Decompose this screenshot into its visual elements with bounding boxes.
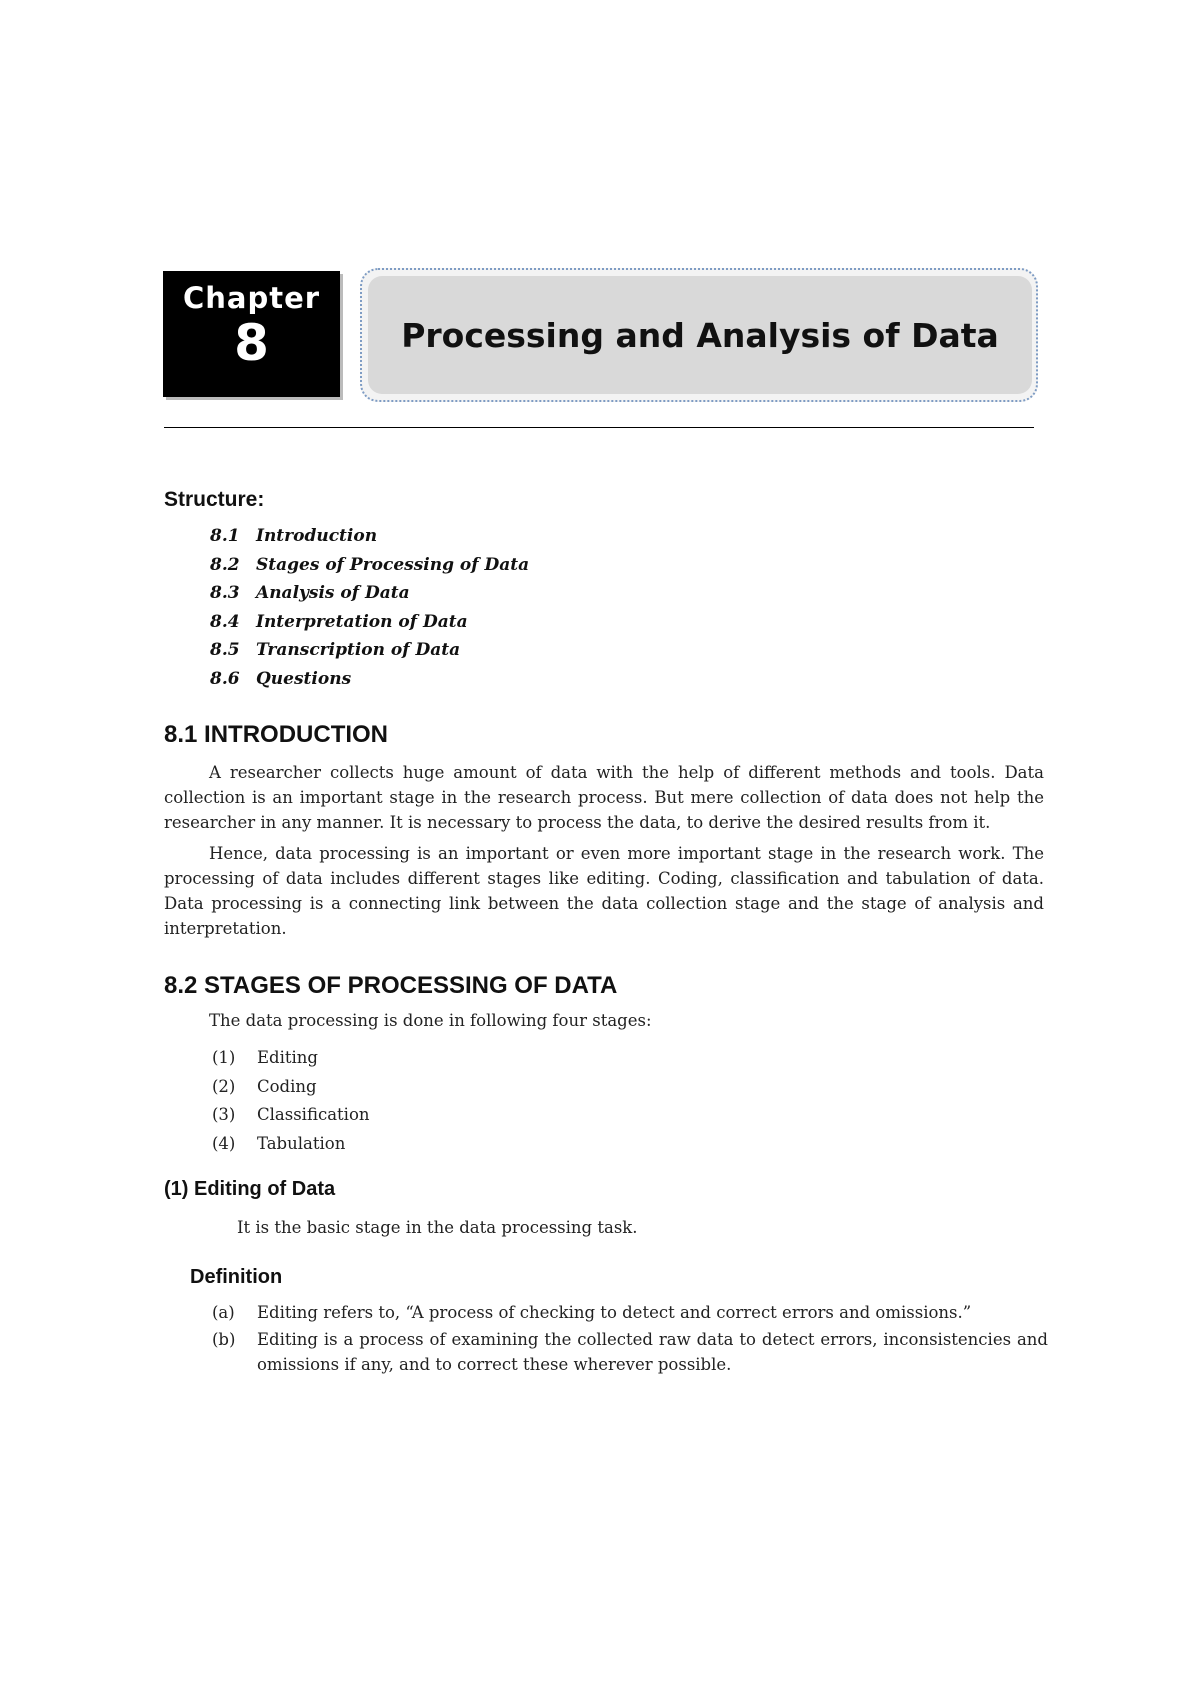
structure-item-number: 8.1 (210, 526, 240, 546)
structure-item (210, 522, 529, 551)
definition-item-text: Editing is a process of examining the collected raw data to detect errors, inconsistencies and omissions if any, and to correct these wherever possible. (257, 1330, 1048, 1374)
structure-item (210, 636, 529, 665)
stage-item-number: (3) (212, 1105, 236, 1124)
header-divider (164, 427, 1034, 428)
chapter-number: 8 (234, 314, 269, 372)
structure-item-number: 8.5 (210, 640, 240, 660)
structure-item-text: Stages of Processing of Data (256, 554, 530, 575)
definition-heading: Definition (190, 1266, 283, 1288)
stages-heading: 8.2 STAGES OF PROCESSING OF DATA (164, 972, 618, 999)
structure-item-text: Interpretation of Data (256, 611, 468, 632)
structure-item (210, 665, 529, 694)
stage-item-number: (4) (212, 1133, 236, 1153)
definition-item (212, 1300, 1048, 1325)
stage-item-text: Editing (257, 1048, 318, 1067)
stage-item-text: Tabulation (257, 1133, 346, 1153)
editing-text: It is the basic stage in the data processing task. (237, 1218, 638, 1237)
structure-item-number: 8.3 (210, 583, 240, 603)
chapter-label: Chapter (182, 281, 321, 315)
structure-item-text: Questions (256, 668, 352, 689)
stage-item-text: Coding (257, 1076, 317, 1096)
structure-list (210, 522, 529, 693)
stage-item-number: (1) (212, 1048, 236, 1067)
structure-item (210, 551, 529, 580)
introduction-heading: 8.1 INTRODUCTION (164, 721, 389, 748)
structure-item-text: Introduction (256, 526, 378, 546)
stages-intro: The data processing is done in following four stages: (209, 1011, 652, 1030)
chapter-title: Processing and Analysis of Data (401, 315, 999, 355)
editing-heading: (1) Editing of Data (164, 1178, 336, 1200)
introduction-paragraph-1: A researcher collects huge amount of data with the help of different methods and tools. Data collection is an important stage in the research process. But mere collection of data does not help the researcher in any manner. It is necessary to process the data, to derive the desired results from it. (164, 763, 1044, 832)
stage-item-text: Classification (257, 1105, 370, 1124)
structure-item-number: 8.6 (210, 668, 240, 689)
definition-list (212, 1300, 1048, 1379)
definition-item (212, 1327, 1048, 1377)
chapter-badge (163, 271, 340, 397)
stage-item-number: (2) (212, 1076, 236, 1096)
stage-item (212, 1044, 370, 1073)
definition-item-text: Editing refers to, “A process of checking to detect and correct errors and omissions.” (257, 1303, 972, 1322)
structure-heading: Structure: (164, 488, 265, 511)
definition-item-number: (a) (212, 1303, 235, 1322)
structure-item (210, 579, 529, 608)
introduction-paragraph-2: Hence, data processing is an important or even more important stage in the research work. The processing of data includes different stages like editing. Coding, classification and tabulation of data. Data processing is a connecting link between the data collection stage and the stage of analysis and interpretation. (164, 844, 1044, 938)
structure-item (210, 608, 529, 637)
stage-item (212, 1101, 370, 1130)
stages-list (212, 1044, 370, 1158)
stage-item (212, 1130, 370, 1159)
stage-item (212, 1073, 370, 1102)
structure-item-number: 8.4 (210, 611, 240, 632)
structure-item-text: Analysis of Data (256, 583, 410, 603)
structure-item-number: 8.2 (210, 554, 240, 575)
structure-item-text: Transcription of Data (256, 640, 461, 660)
definition-item-number: (b) (212, 1330, 236, 1349)
